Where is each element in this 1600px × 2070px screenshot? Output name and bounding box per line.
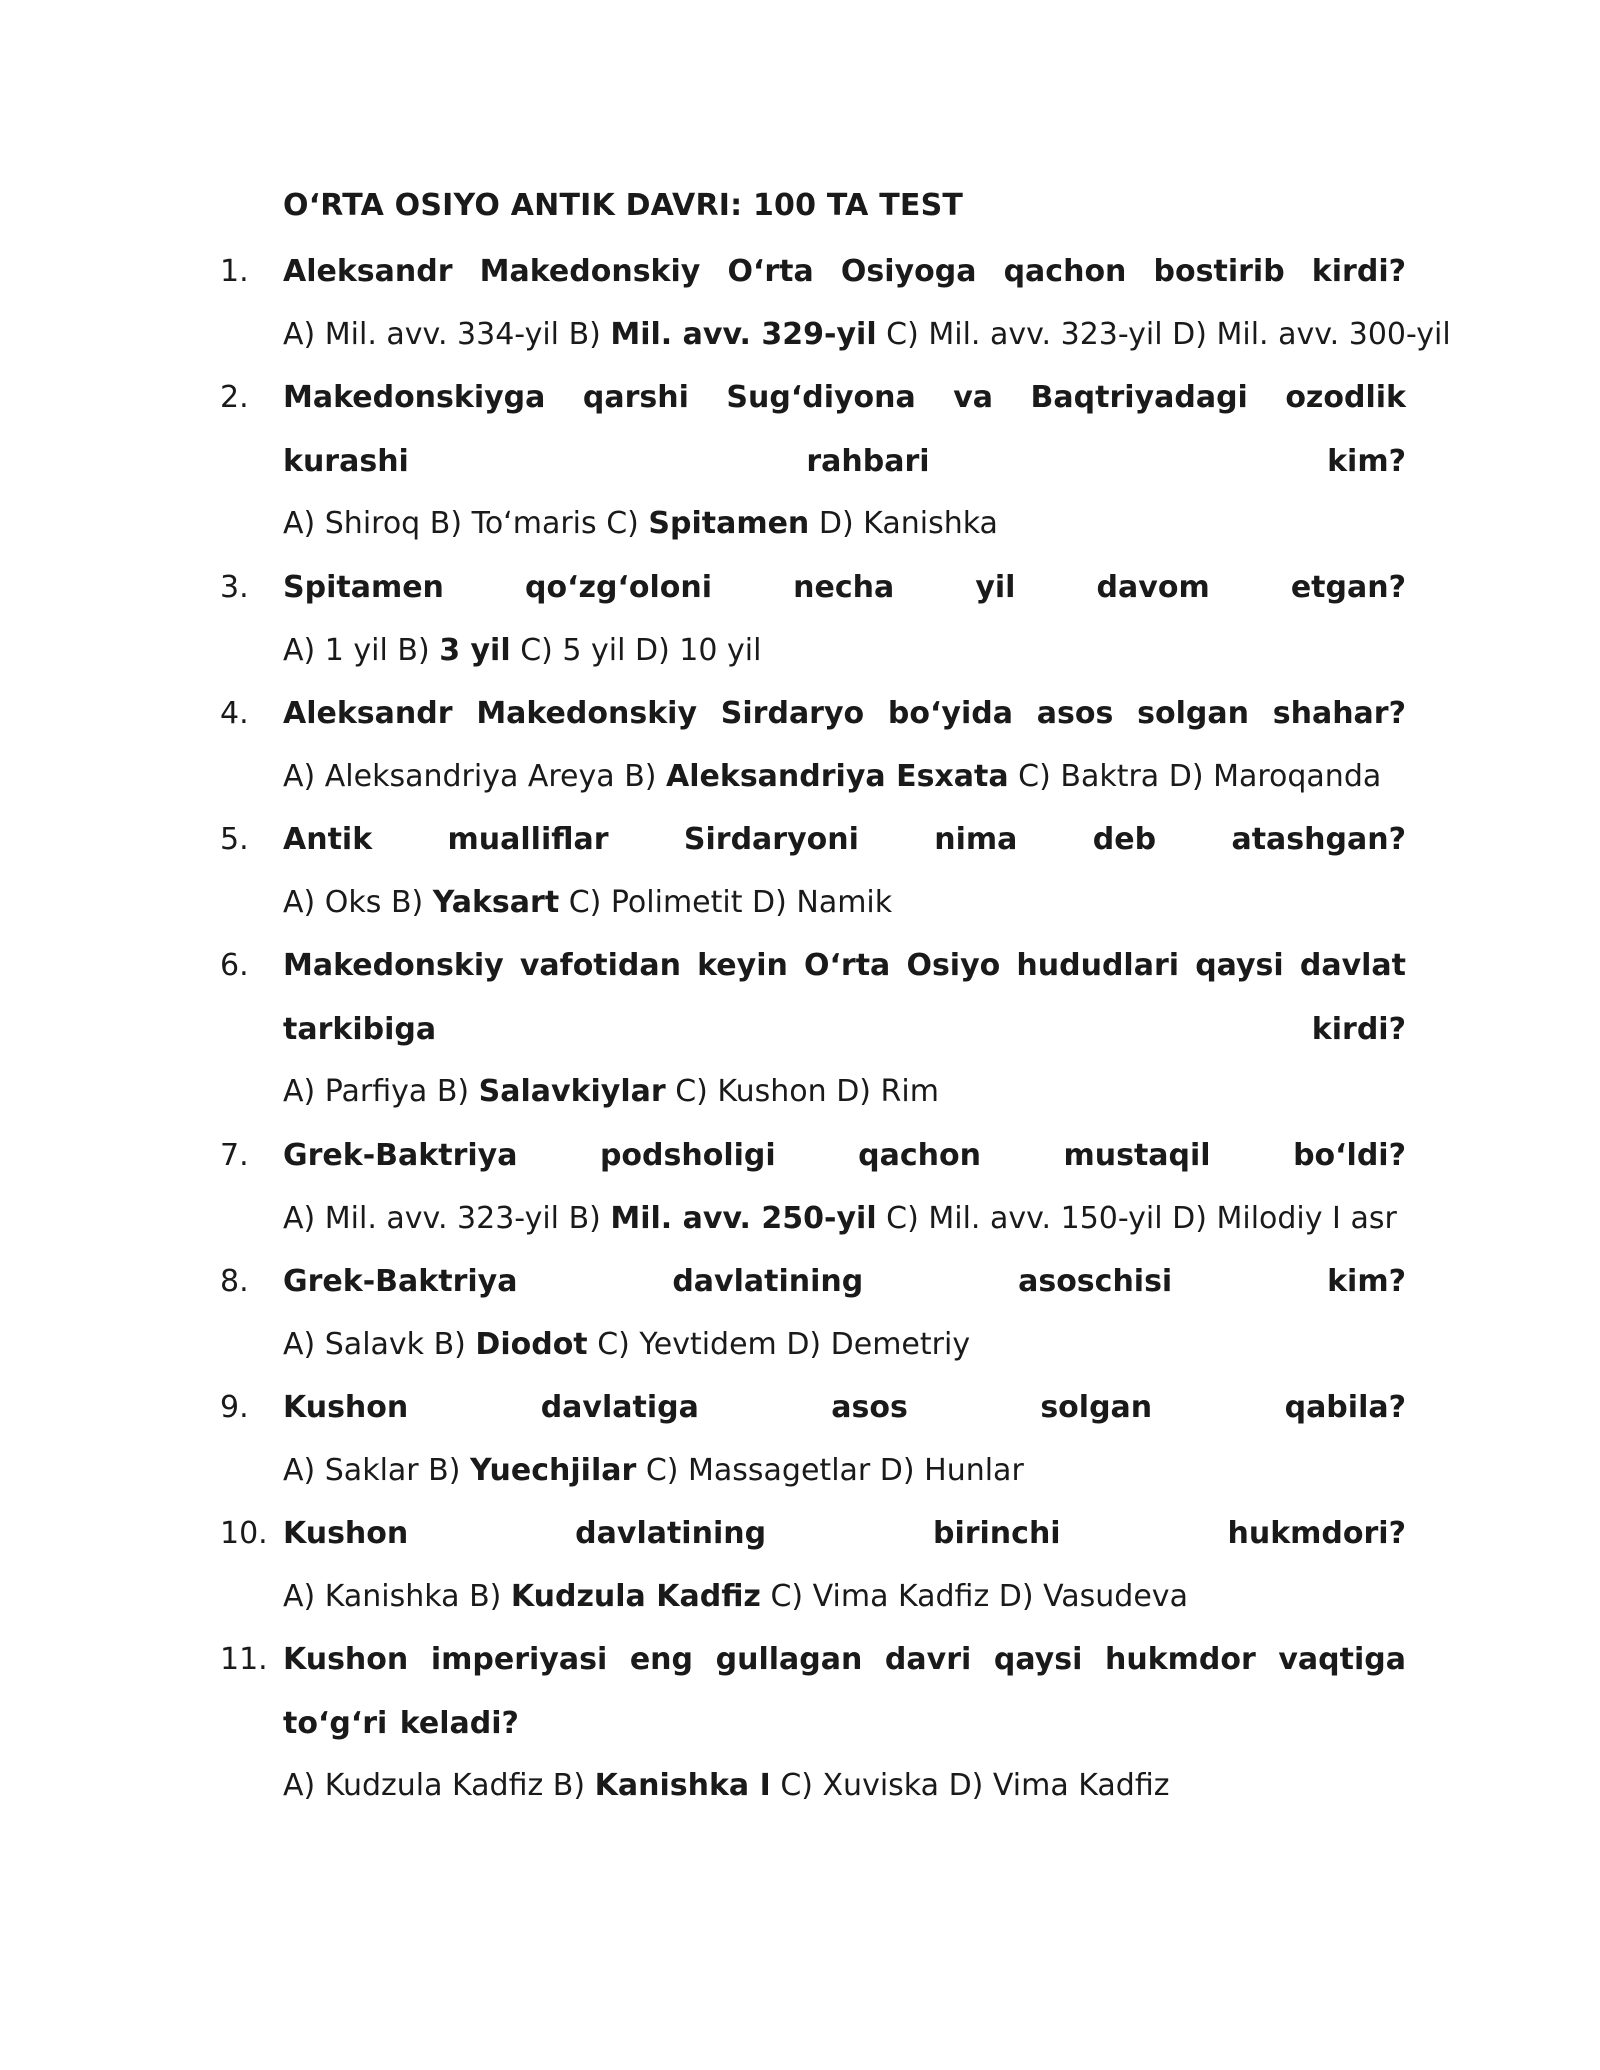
answer-option: C) Baktra [1018,759,1160,794]
option-letter: B) [469,1579,511,1614]
question-text: Grek-Baktriya davlatining asoschisi kim? [283,1264,1406,1299]
question-number: 11. [220,1642,268,1677]
answer-options [283,1060,1483,1124]
answer-option: A) Oks [283,885,382,920]
correct-answer: Yuechjilar [470,1453,637,1488]
answer-options [283,1439,1483,1503]
option-letter: B) [397,633,440,668]
question-number: 5. [220,822,249,857]
answer-option: A) 1 yil [283,633,388,668]
question-text: Antik mualliflar Sirdaryoni nima deb atashgan? [283,822,1406,857]
answer-option: D) Kanishka [818,506,998,541]
option-letter: B) [624,759,667,794]
answer-option: A) Mil. avv. 323-yil [283,1201,560,1236]
question-text: Kushon davlatiga asos solgan qabila? [283,1390,1406,1425]
correct-answer: Kanishka I [594,1768,771,1803]
answer-option: C) Kushon [675,1074,827,1109]
answer-option: C) Massagetlar [645,1453,871,1488]
option-letter: B) [568,317,611,352]
answer-option: D) Maroqanda [1168,759,1382,794]
answer-option: D) Mil. avv. 300-yil [1172,317,1451,352]
question-number: 3. [220,570,249,605]
answer-option: C) Xuviska [780,1768,940,1803]
correct-answer: Diodot [475,1327,588,1362]
answer-option: A) Saklar [283,1453,419,1488]
correct-answer: Spitamen [648,506,810,541]
correct-answer: Aleksandriya Esxata [666,759,1009,794]
question-text: Grek-Baktriya podsholigi qachon mustaqil bo‘ldi? [283,1138,1406,1173]
answer-option: C) Polimetit [568,885,743,920]
answer-options [283,619,1483,683]
answer-options [283,1313,1483,1377]
option-letter: B) [568,1201,611,1236]
option-letter: C) [606,506,649,541]
question-number: 2. [220,380,249,415]
answer-option: A) Parfiya [283,1074,428,1109]
question-number: 6. [220,948,249,983]
question-text: Spitamen qo‘zg‘oloni necha yil davom etgan? [283,570,1406,605]
option-letter: B) [436,1074,479,1109]
question-number: 7. [220,1138,249,1173]
option-letter: B) [552,1768,595,1803]
question-text: Makedonskiyga qarshi Sug‘diyona va Baqtriyadagi ozodlik kurashi rahbari kim? [283,380,1406,479]
answer-option: A) Shiroq [283,506,421,541]
correct-answer: Mil. avv. 250-yil [610,1201,877,1236]
answer-option: B) To‘maris [429,506,597,541]
answer-option: C) Mil. avv. 150-yil [886,1201,1163,1236]
question-text: Makedonskiy vafotidan keyin O‘rta Osiyo hududlari qaysi davlat tarkibiga kirdi? [283,948,1406,1047]
answer-option: D) 10 yil [634,633,762,668]
answer-option: C) Vima Kadfiz [770,1579,990,1614]
answer-option: A) Salavk [283,1327,425,1362]
answer-option: D) Rim [836,1074,939,1109]
answer-option: A) Aleksandriya Areya [283,759,615,794]
correct-answer: 3 yil [439,633,511,668]
answer-option: D) Namik [752,885,893,920]
answer-options [283,1565,1483,1629]
answer-option: D) Demetriy [786,1327,971,1362]
answer-options [283,303,1483,367]
question-text: Kushon davlatining birinchi hukmdori? [283,1516,1406,1551]
question-text: Aleksandr Makedonskiy O‘rta Osiyoga qachon bostirib kirdi? [283,254,1406,289]
correct-answer: Mil. avv. 329-yil [610,317,877,352]
option-letter: B) [428,1453,470,1488]
question-number: 4. [220,696,249,731]
answer-option: C) Mil. avv. 323-yil [886,317,1163,352]
answer-option: D) Vima Kadfiz [948,1768,1170,1803]
answer-option: D) Vasudeva [998,1579,1188,1614]
answer-options [283,1187,1483,1251]
option-letter: B) [433,1327,476,1362]
answer-option: C) 5 yil [520,633,626,668]
question-text: Kushon imperiyasi eng gullagan davri qaysi hukmdor vaqtiga to‘g‘ri keladi? [283,1642,1406,1741]
answer-options [283,492,1483,556]
answer-option: A) Kudzula Kadfiz [283,1768,544,1803]
correct-answer: Kudzula Kadfiz [510,1579,761,1614]
question-number: 10. [220,1516,268,1551]
question-text: Aleksandr Makedonskiy Sirdaryo bo‘yida asos solgan shahar? [283,696,1406,731]
answer-options [283,1754,1483,1818]
question-number: 8. [220,1264,249,1299]
question-number: 9. [220,1390,249,1425]
answer-option: A) Kanishka [283,1579,460,1614]
question-number: 1. [220,254,249,289]
correct-answer: Yaksart [432,885,560,920]
answer-options [283,871,1483,935]
page-title: O‘RTA OSIYO ANTIK DAVRI: 100 TA TEST [283,188,964,223]
answer-option: C) Yevtidem [597,1327,777,1362]
answer-options [283,745,1483,809]
answer-option: D) Milodiy I asr [1172,1201,1397,1236]
option-letter: B) [390,885,433,920]
answer-option: A) Mil. avv. 334-yil [283,317,560,352]
answer-option: D) Hunlar [879,1453,1024,1488]
correct-answer: Salavkiylar [478,1074,666,1109]
